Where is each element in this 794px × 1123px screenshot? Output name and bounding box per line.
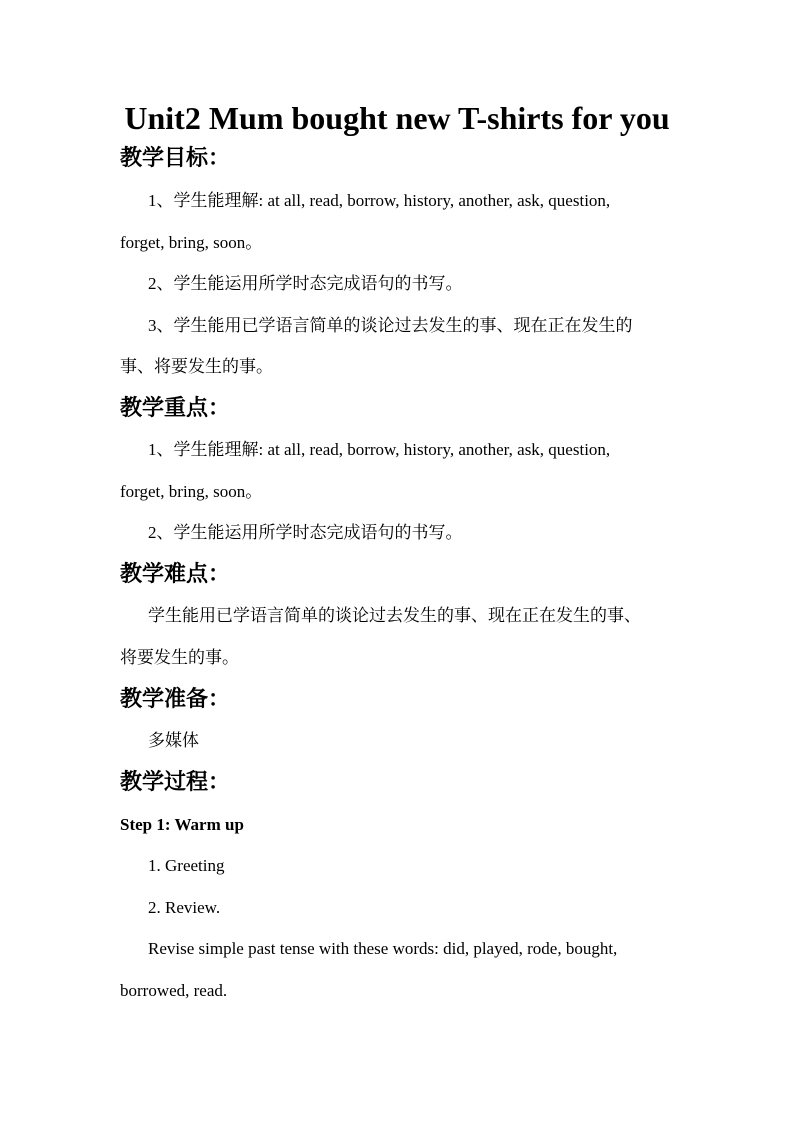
document-title: Unit2 Mum bought new T-shirts for you — [124, 100, 670, 136]
key-points-item-2: 2、学生能运用所学时态完成语句的书写。 — [148, 523, 463, 542]
objectives-item-1-line-1: 1、学生能理解: at all, read, borrow, history, another, ask, question, — [148, 191, 611, 210]
process-heading: 教学过程： — [120, 770, 231, 795]
difficulties-line-1: 学生能用已学语言简单的谈论过去发生的事、现在正在发生的事、 — [148, 606, 641, 625]
key-points-item-1-line-1: 1、学生能理解: at all, read, borrow, history, another, ask, question, — [148, 440, 611, 459]
step-1-revise-line-1: Revise simple past tense with these words: did, played, rode, bought, — [148, 939, 618, 958]
step-1-revise-line-2: borrowed, read. — [120, 981, 228, 1000]
key-points-heading: 教学重点： — [120, 396, 231, 421]
objectives-item-3-line-1: 3、学生能用已学语言简单的谈论过去发生的事、现在正在发生的 — [148, 316, 633, 335]
preparation-content: 多媒体 — [148, 731, 199, 750]
objectives-item-1-line-2: forget, bring, soon。 — [120, 233, 263, 252]
objectives-item-3-line-2: 事、将要发生的事。 — [120, 357, 273, 376]
step-1-item-2: 2. Review. — [148, 898, 221, 917]
step-1-item-1: 1. Greeting — [148, 856, 225, 875]
step-1-title: Step 1: Warm up — [120, 815, 244, 834]
preparation-heading: 教学准备： — [120, 687, 231, 712]
objectives-heading: 教学目标： — [120, 146, 231, 171]
objectives-item-2: 2、学生能运用所学时态完成语句的书写。 — [148, 274, 463, 293]
difficulties-line-2: 将要发生的事。 — [120, 648, 239, 667]
difficulties-heading: 教学难点： — [120, 562, 231, 587]
key-points-item-1-line-2: forget, bring, soon。 — [120, 482, 263, 501]
